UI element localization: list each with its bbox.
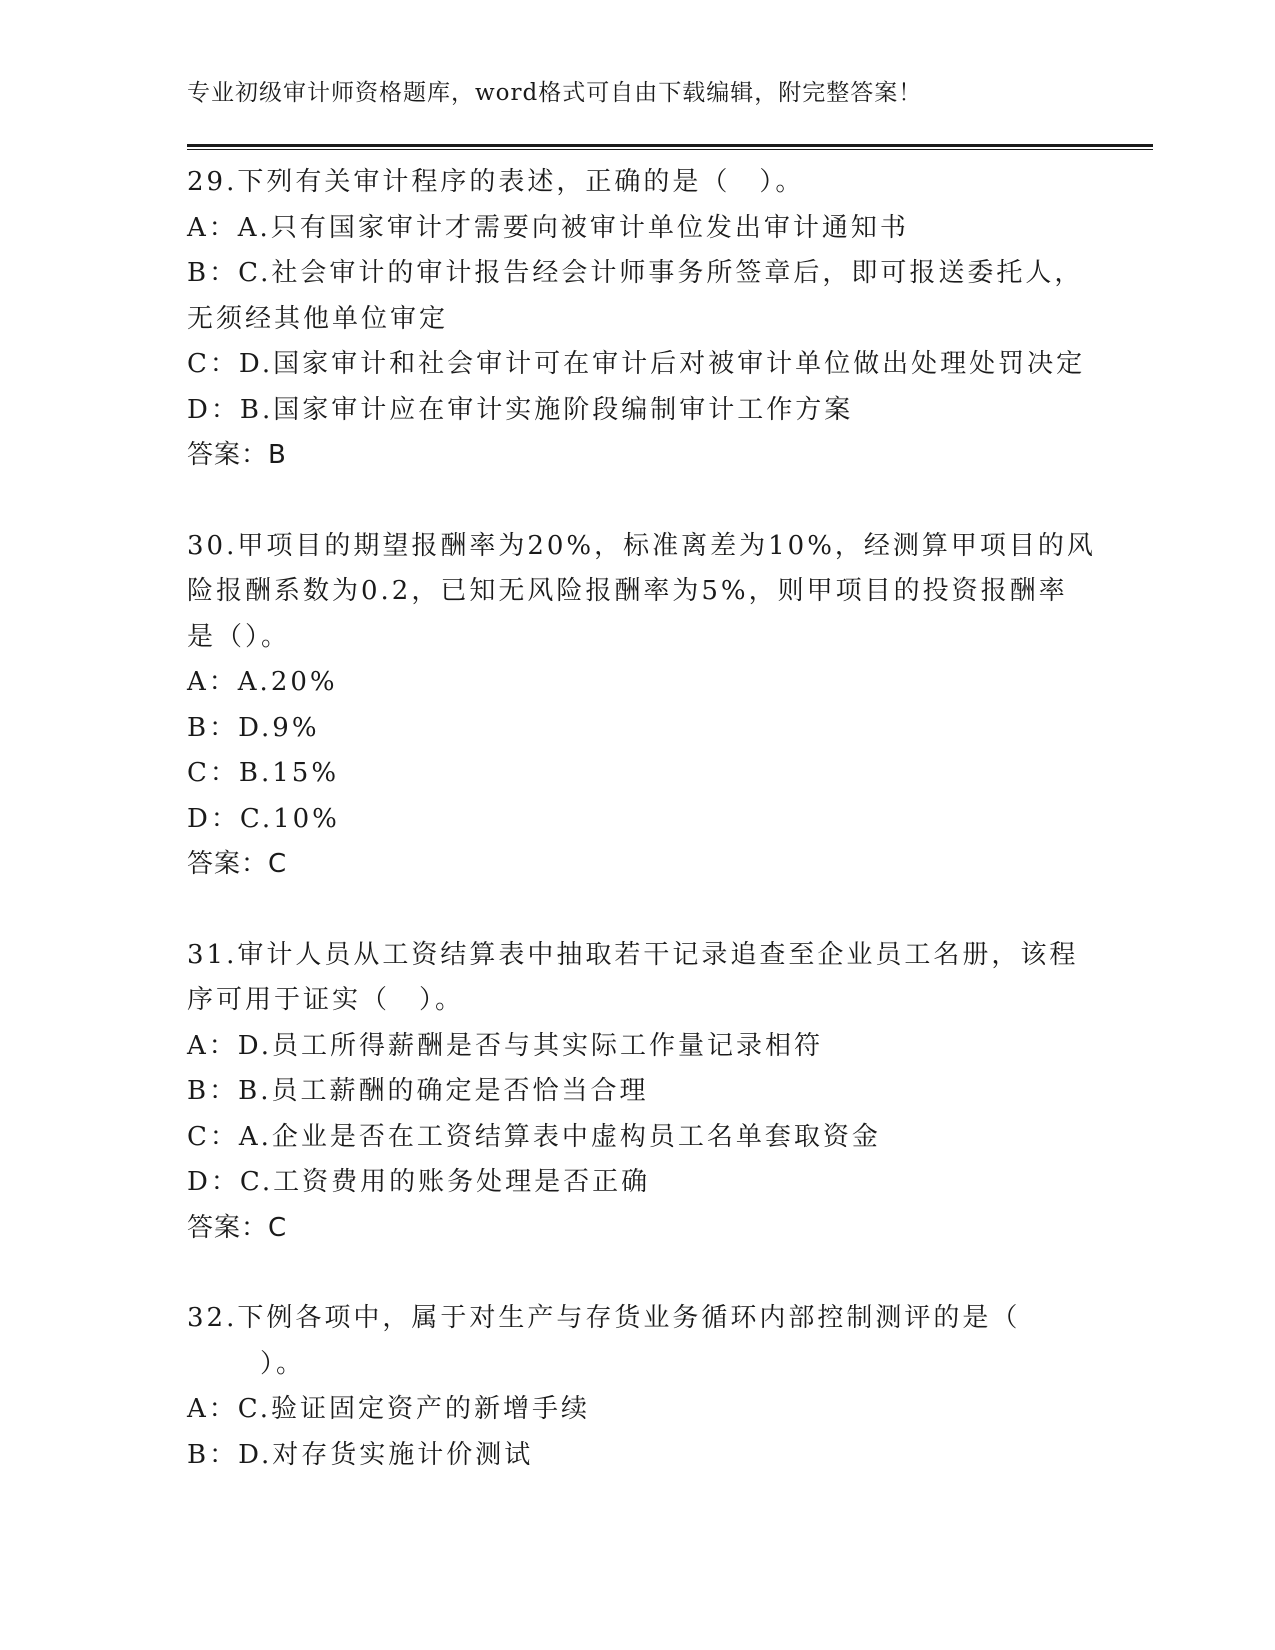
question-stem: 32.下例各项中，属于对生产与存货业务循环内部控制测评的是（	[187, 1303, 1021, 1333]
question-30	[187, 524, 1096, 888]
question-stem-cont: 险报酬系数为0.2，已知无风险报酬率为5%，则甲项目的投资报酬率	[187, 576, 1068, 606]
page-header: 专业初级审计师资格题库，word格式可自由下载编辑，附完整答案！	[187, 80, 923, 106]
option-c: C：A.企业是否在工资结算表中虚构员工名单套取资金	[187, 1121, 881, 1152]
question-list	[187, 160, 1096, 1478]
answer: 答案：C	[187, 1212, 288, 1243]
header-rule	[187, 144, 1153, 147]
question-stem: 30.甲项目的期望报酬率为20%，标准离差为10%，经测算甲项目的风	[187, 530, 1096, 561]
option-c: C：D.国家审计和社会审计可在审计后对被审计单位做出处理处罚决定	[187, 349, 1086, 379]
question-stem-cont: ）。	[260, 1348, 306, 1379]
option-a: A：A.20%	[187, 667, 338, 697]
option-b: B：C.社会审计的审计报告经会计师事务所签章后，即可报送委托人，	[187, 258, 1084, 288]
header-rule-thin	[187, 149, 1153, 150]
option-b: B：D.对存货实施计价测试	[187, 1439, 534, 1470]
option-d: D：B.国家审计应在审计实施阶段编制审计工作方案	[187, 394, 854, 425]
answer: 答案：C	[187, 849, 288, 879]
option-d: D：C.工资费用的账务处理是否正确	[187, 1167, 651, 1197]
option-b-cont: 无须经其他单位审定	[187, 303, 449, 334]
option-a: A：A.只有国家审计才需要向被审计单位发出审计通知书	[187, 212, 909, 243]
option-a: A：D.员工所得薪酬是否与其实际工作量记录相符	[187, 1030, 823, 1061]
question-stem: 29.下列有关审计程序的表述，正确的是（ ）。	[187, 167, 805, 197]
question-32	[187, 1296, 1087, 1478]
spacer	[187, 1251, 1087, 1296]
question-stem-cont: 序可用于证实（ ）。	[187, 985, 465, 1015]
question-stem-cont: 是（）。	[187, 621, 291, 652]
option-b: B：B.员工薪酬的确定是否恰当合理	[187, 1076, 649, 1106]
question-31	[187, 933, 1087, 1252]
option-a: A：C.验证固定资产的新增手续	[187, 1394, 591, 1424]
answer: 答案：B	[187, 440, 287, 470]
question-stem: 31.审计人员从工资结算表中抽取若干记录追查至企业员工名册，该程	[187, 939, 1079, 970]
option-c: C：B.15%	[187, 758, 340, 788]
spacer	[187, 888, 1087, 933]
spacer	[187, 479, 1087, 524]
option-b: B：D.9%	[187, 712, 320, 743]
question-29	[187, 160, 1087, 479]
option-d: D：C.10%	[187, 803, 340, 834]
